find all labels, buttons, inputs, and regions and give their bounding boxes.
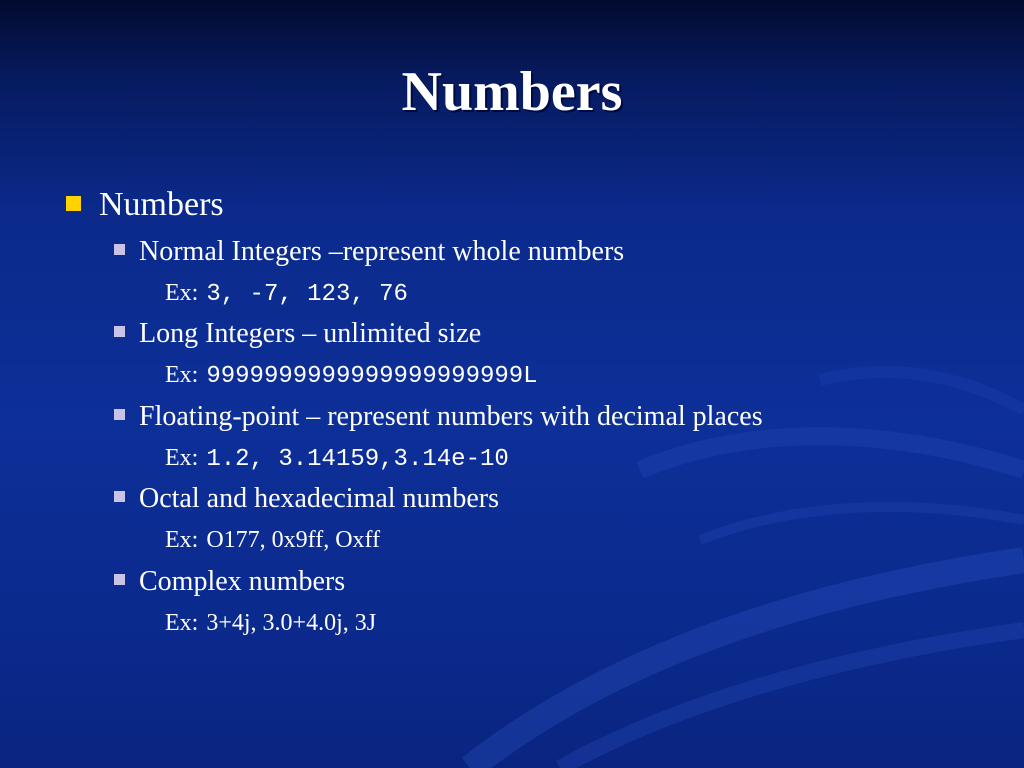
- bullet-label: Normal Integers –represent whole numbers: [139, 236, 625, 267]
- example-normal-integers: [165, 280, 408, 308]
- bullet-label: Octal and hexadecimal numbers: [139, 483, 499, 514]
- slide-title: Numbers: [401, 61, 623, 123]
- example-prefix: Ex:: [165, 362, 199, 388]
- example-prefix: Ex:: [165, 527, 199, 553]
- example-value: O177, 0x9ff, Oxff: [206, 527, 381, 553]
- example-prefix: Ex:: [165, 610, 199, 636]
- bullet-label: Floating-point – represent numbers with decimal places: [139, 401, 763, 432]
- yellow-square-bullet-icon: [66, 196, 81, 211]
- example-octal-hex: [165, 527, 380, 554]
- bullet-long-integers: [114, 318, 481, 350]
- bullet-level1-label: Numbers: [99, 186, 224, 223]
- lavender-square-bullet-icon: [114, 326, 125, 337]
- bullet-floating-point: [114, 401, 763, 433]
- bullet-label: Complex numbers: [139, 566, 346, 597]
- bullet-complex: [114, 566, 345, 598]
- lavender-square-bullet-icon: [114, 491, 125, 502]
- example-value: 3, -7, 123, 76: [206, 281, 408, 308]
- bullet-label: Long Integers – unlimited size: [139, 318, 482, 349]
- example-complex: [165, 610, 376, 637]
- example-floating-point: [165, 445, 509, 473]
- example-prefix: Ex:: [165, 445, 199, 471]
- example-prefix: Ex:: [165, 280, 199, 306]
- bullet-octal-hex: [114, 483, 499, 515]
- example-long-integers: [165, 362, 538, 390]
- bullet-normal-integers: [114, 236, 624, 268]
- lavender-square-bullet-icon: [114, 574, 125, 585]
- bullet-level1: [66, 186, 224, 224]
- lavender-square-bullet-icon: [114, 409, 125, 420]
- example-value: 1.2, 3.14159,3.14e-10: [206, 446, 509, 473]
- example-value: 3+4j, 3.0+4.0j, 3J: [206, 610, 377, 636]
- lavender-square-bullet-icon: [114, 244, 125, 255]
- example-value: 9999999999999999999999L: [206, 363, 538, 390]
